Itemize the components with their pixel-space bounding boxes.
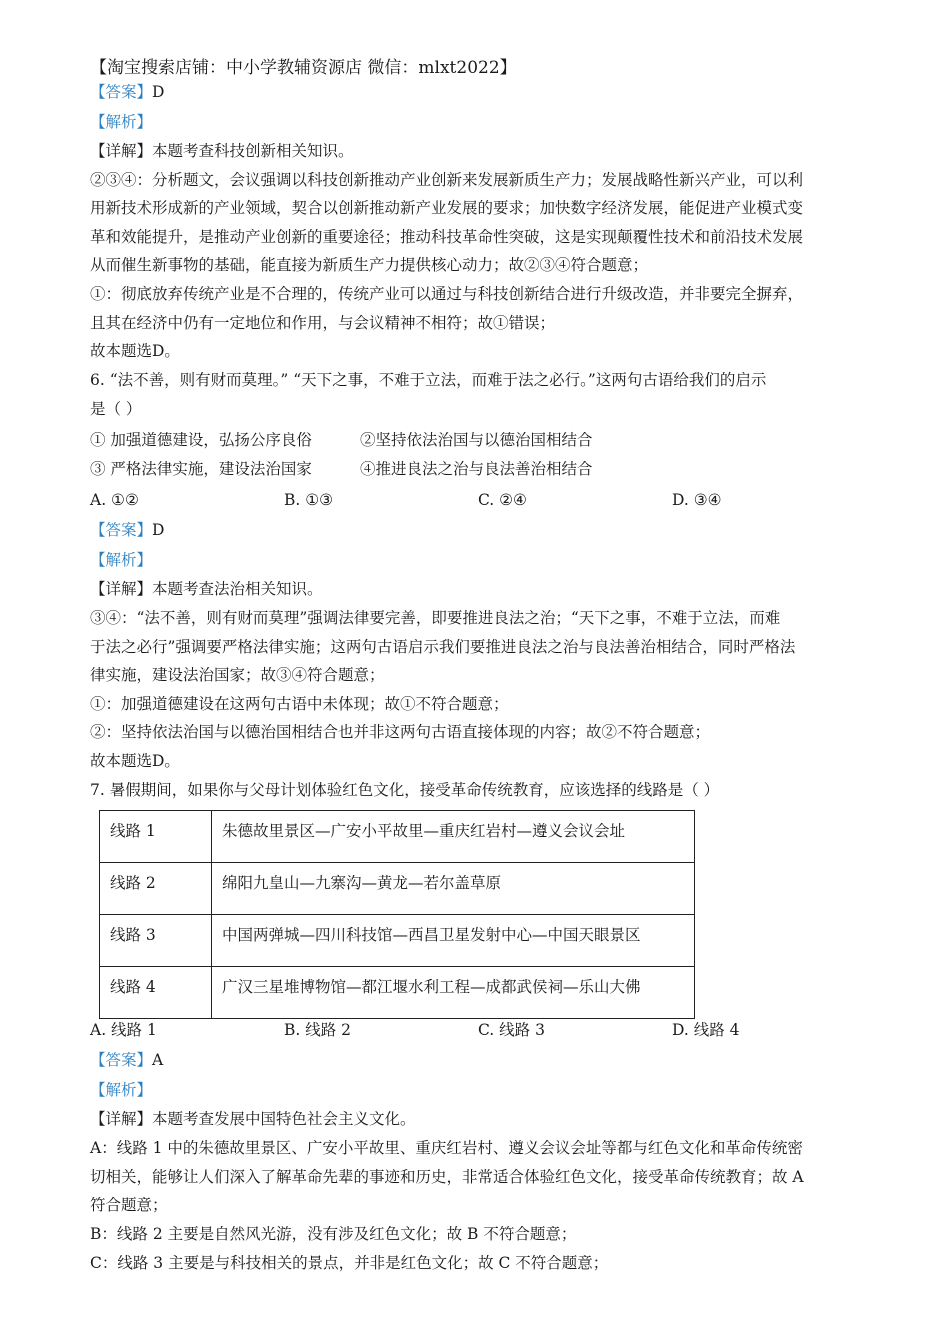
route-desc: 广汉三星堆博物馆—都江堰水利工程—成都武侯祠—乐山大佛: [212, 967, 695, 1019]
q7-detail-line: B：线路 2 主要是自然风光游，没有涉及红色文化；故 B 不符合题意；: [90, 1225, 577, 1243]
header-banner: 【淘宝搜索店铺：中小学教辅资源店 微信：mlxt2022】: [90, 58, 517, 78]
q7-detail-line: 符合题意；: [90, 1196, 168, 1214]
q6-option-c: C. ②④: [478, 491, 527, 509]
q7-option-c: C. 线路 3: [478, 1021, 545, 1039]
q7-stem: 7. 暑假期间，如果你与父母计划体验红色文化，接受革命传统教育，应该选择的线路是（ ）: [90, 781, 720, 799]
q7-option-b: B. 线路 2: [284, 1021, 352, 1039]
analysis-tag: 【解析】: [90, 551, 153, 569]
q5-detail-line: 【详解】本题考查科技创新相关知识。: [90, 142, 354, 160]
q7-detail-line: 【详解】本题考查发展中国特色社会主义文化。: [90, 1110, 416, 1128]
q6-statement: ②坚持依法治国与以德治国相结合: [360, 431, 593, 449]
q5-detail-line: 从而催生新事物的基础，能直接为新质生产力提供核心动力；故②③④符合题意；: [90, 256, 649, 274]
routes-table: [99, 810, 695, 1019]
q5-detail-line: 且其在经济中仍有一定地位和作用，与会议精神不相符；故①错误；: [90, 314, 556, 332]
route-desc: 朱德故里景区—广安小平故里—重庆红岩村—遵义会议会址: [212, 811, 695, 863]
table-row: [100, 967, 695, 1019]
q6-option-a: A. ①②: [90, 491, 139, 509]
q6-detail-line: 于法之必行”强调要严格法律实施；这两句古语启示我们要推进良法之治与良法善治相结合，同时严格法: [90, 638, 796, 656]
route-name: 线路 2: [100, 863, 212, 915]
answer-value: D: [152, 521, 165, 539]
route-name: 线路 4: [100, 967, 212, 1019]
q6-statement: ① 加强道德建设，弘扬公序良俗: [90, 431, 312, 449]
q6-answer-line: [90, 520, 164, 540]
q6-option-b: B. ①③: [284, 491, 334, 509]
q7-detail-line: C：线路 3 主要是与科技相关的景点，并非是红色文化；故 C 不符合题意；: [90, 1254, 609, 1272]
analysis-tag: 【解析】: [90, 1081, 153, 1099]
route-name: 线路 1: [100, 811, 212, 863]
q5-detail-line: ①：彻底放弃传统产业是不合理的，传统产业可以通过与科技创新结合进行升级改造，并非要完全摒弃，: [90, 285, 804, 303]
answer-tag: 【答案】: [90, 1051, 153, 1069]
q6-detail-line: ②：坚持依法治国与以德治国相结合也并非这两句古语直接体现的内容；故②不符合题意；: [90, 723, 711, 741]
q6-detail-line: ③④：“法不善，则有财而莫理”强调法律要完善，即要推进良法之治；“天下之事，不难于立法，而难: [90, 609, 781, 627]
answer-tag: 【答案】: [90, 83, 153, 101]
q5-detail-line: 故本题选D。: [90, 342, 180, 360]
table-row: [100, 915, 695, 967]
table-row: [100, 863, 695, 915]
table-row: [100, 811, 695, 863]
route-name: 线路 3: [100, 915, 212, 967]
q5-detail-line: 用新技术形成新的产业领域，契合以创新推动新产业发展的要求；加快数字经济发展，能促进产业模式变: [90, 199, 804, 217]
q6-detail-line: 律实施，建设法治国家；故③④符合题意；: [90, 666, 385, 684]
q6-detail-line: 故本题选D。: [90, 752, 180, 770]
route-desc: 绵阳九皇山—九寨沟—黄龙—若尔盖草原: [212, 863, 695, 915]
analysis-tag: 【解析】: [90, 113, 153, 131]
q6-statement: ③ 严格法律实施，建设法治国家: [90, 460, 312, 478]
q5-answer-line: [90, 82, 164, 102]
q6-detail-line: ①：加强道德建设在这两句古语中未体现；故①不符合题意；: [90, 695, 509, 713]
q7-detail-line: A：线路 1 中的朱德故里景区、广安小平故里、重庆红岩村、遵义会议会址等都与红色文化和革命传统密: [90, 1139, 803, 1157]
q7-answer-line: [90, 1050, 163, 1070]
answer-value: D: [152, 83, 165, 101]
q5-detail-line: 革和效能提升，是推动产业创新的重要途径；推动科技革命性突破，这是实现颠覆性技术和前沿技术发展: [90, 228, 804, 246]
q7-option-d: D. 线路 4: [672, 1021, 740, 1039]
q7-option-a: A. 线路 1: [90, 1021, 157, 1039]
answer-value: A: [152, 1051, 164, 1069]
q7-detail-line: 切相关，能够让人们深入了解革命先辈的事迹和历史，非常适合体验红色文化，接受革命传统教育；故 A: [90, 1168, 804, 1186]
answer-tag: 【答案】: [90, 521, 153, 539]
q5-detail-line: ②③④：分析题文，会议强调以科技创新推动产业创新来发展新质生产力；发展战略性新兴产业，可以利: [90, 171, 804, 189]
q6-statement: ④推进良法之治与良法善治相结合: [360, 460, 593, 478]
route-desc: 中国两弹城—四川科技馆—西昌卫星发射中心—中国天眼景区: [212, 915, 695, 967]
q6-stem: 6. “法不善，则有财而莫理。” “天下之事，不难于立法，而难于法之必行。”这两句古语给我们的启示: [90, 371, 767, 389]
q6-stem: 是（ ）: [90, 400, 142, 418]
q6-option-d: D. ③④: [672, 491, 722, 509]
q6-detail-line: 【详解】本题考查法治相关知识。: [90, 580, 323, 598]
